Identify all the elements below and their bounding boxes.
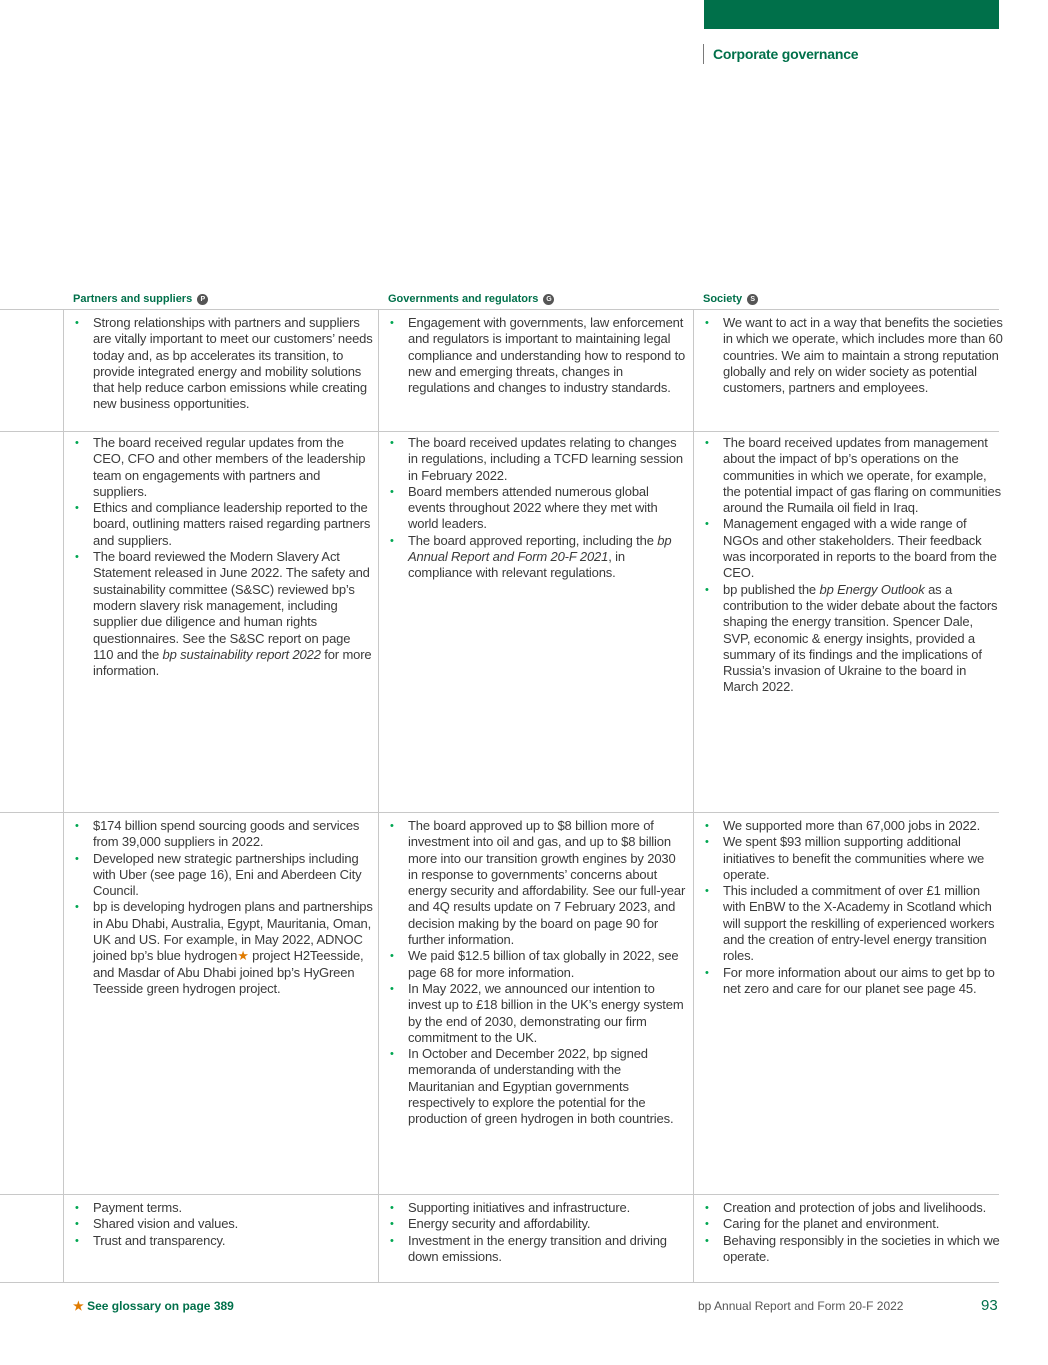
list-item: • Board members attended numerous global events throughout 2022 where they met with world leaders. xyxy=(388,484,688,533)
report-title: bp Annual Report and Form 20-F 2022 xyxy=(698,1299,904,1313)
list-item: • Engagement with governments, law enforcement and regulators is important to maintaining legal compliance and understanding how to respond to new and emerging threats, changes in regulations and changes to industry standards. xyxy=(388,315,688,396)
cell-partners-why xyxy=(73,315,373,413)
list-item: • Payment terms. xyxy=(73,1200,373,1216)
column-divider xyxy=(63,309,64,1283)
cell-governments-why xyxy=(388,315,688,396)
list-item: • The board approved reporting, including the bp Annual Report and Form 20-F 2021, in compliance with relevant regulations. xyxy=(388,533,688,582)
cell-society-why xyxy=(703,315,1003,396)
cell-society-outcomes xyxy=(703,818,1003,997)
list-item: • For more information about our aims to get bp to net zero and care for our planet see page 45. xyxy=(703,965,1003,998)
page-number: 93 xyxy=(981,1297,998,1314)
list-item: • Creation and protection of jobs and livelihoods. xyxy=(703,1200,1003,1216)
list-item: • bp is developing hydrogen plans and partnerships in Abu Dhabi, Australia, Egypt, Mauritania, Oman, UK and US. For example, in May 2022, ADNOC joined bp’s blue hydrogen★ project H2Teesside, and Masdar of Abu Dhabi joined bp’s HyGreen Teesside green hydrogen project. xyxy=(73,899,373,997)
list-item: • In May 2022, we announced our intention to invest up to £18 billion in the UK’s energy system by the end of 2030, demonstrating our firm commitment to the UK. xyxy=(388,981,688,1046)
cell-governments-outcomes xyxy=(388,818,688,1128)
list-item: • The board received regular updates from the CEO, CFO and other members of the leadership team on engagements with partners and suppliers. xyxy=(73,435,373,500)
cell-society-issues xyxy=(703,1200,1003,1265)
list-item: • Energy security and affordability. xyxy=(388,1216,688,1232)
governments-badge-icon: G xyxy=(543,294,554,305)
list-item: • We supported more than 67,000 jobs in 2022. xyxy=(703,818,1003,834)
cell-partners-outcomes xyxy=(73,818,373,997)
list-item: • Caring for the planet and environment. xyxy=(703,1216,1003,1232)
row-divider xyxy=(0,1282,999,1283)
column-header-governments xyxy=(388,293,554,305)
cell-governments-issues xyxy=(388,1200,688,1265)
list-item: • Investment in the energy transition and driving down emissions. xyxy=(388,1233,688,1266)
society-badge-icon: S xyxy=(747,294,758,305)
list-item: • We want to act in a way that benefits the societies in which we operate, which includes more than 60 countries. We aim to maintain a strong reputation globally and rely on wider society as potential customers, partners and employees. xyxy=(703,315,1003,396)
list-item: • Trust and transparency. xyxy=(73,1233,373,1249)
column-title: Society xyxy=(703,293,743,305)
header-accent-bar xyxy=(704,0,999,29)
list-item: • The board approved up to $8 billion more of investment into oil and gas, and up to $8 billion more into our transition growth engines by 2030 in response to governments’ concerns about energy security and affordability. See our full-year and 4Q results update on 7 February 2023, and decision making by the board on page 90 for further information. xyxy=(388,818,688,948)
row-divider xyxy=(0,812,999,813)
section-title: Corporate governance xyxy=(713,46,859,62)
row-divider xyxy=(0,1194,999,1195)
glossary-note: ★ See glossary on page 389 xyxy=(73,1299,234,1313)
column-header-partners xyxy=(73,293,208,305)
list-item: • Supporting initiatives and infrastructure. xyxy=(388,1200,688,1216)
list-item: • Behaving responsibly in the societies in which we operate. xyxy=(703,1233,1003,1266)
column-divider xyxy=(693,309,694,1283)
list-item: • Ethics and compliance leadership reported to the board, outlining matters raised regarding partners and suppliers. xyxy=(73,500,373,549)
row-divider xyxy=(0,309,999,310)
list-item: • Strong relationships with partners and suppliers are vitally important to meet our customers’ needs today and, as bp accelerates its transition, to provide integrated energy and mobility solutions that help reduce carbon emissions while creating new business opportunities. xyxy=(73,315,373,413)
cell-society-board xyxy=(703,435,1003,696)
column-divider xyxy=(378,309,379,1283)
column-title: Partners and suppliers xyxy=(73,293,193,305)
section-divider xyxy=(703,44,704,64)
list-item: • Developed new strategic partnerships including with Uber (see page 16), Eni and Aberdeen City Council. xyxy=(73,851,373,900)
list-item: • The board received updates relating to changes in regulations, including a TCFD learning session in February 2022. xyxy=(388,435,688,484)
list-item: • bp published the bp Energy Outlook as a contribution to the wider debate about the factors shaping the energy transition. Spencer Dale, SVP, economic & energy insights, provided a summary of its findings and the implications of Russia’s invasion of Ukraine to the board in March 2022. xyxy=(703,582,1003,696)
list-item: • Shared vision and values. xyxy=(73,1216,373,1232)
row-divider xyxy=(0,431,999,432)
cell-partners-issues xyxy=(73,1200,373,1249)
list-item: • Management engaged with a wide range of NGOs and other stakeholders. Their feedback was incorporated in reports to the board from the CEO. xyxy=(703,516,1003,581)
column-header-society xyxy=(703,293,758,305)
cell-governments-board xyxy=(388,435,688,582)
partners-badge-icon: P xyxy=(197,294,208,305)
column-title: Governments and regulators xyxy=(388,293,539,305)
list-item: • We paid $12.5 billion of tax globally in 2022, see page 68 for more information. xyxy=(388,948,688,981)
list-item: • This included a commitment of over £1 million with EnBW to the X-Academy in Scotland which will support the reskilling of experienced workers and the creation of entry-level energy transition roles. xyxy=(703,883,1003,964)
list-item: • The board reviewed the Modern Slavery Act Statement released in June 2022. The safety and sustainability committee (S&SC) reviewed bp’s modern slavery risk management, including supplier due diligence and human rights questionnaires. See the S&SC report on page 110 and the bp sustainability report 2022 for more information. xyxy=(73,549,373,679)
list-item: • We spent $93 million supporting additional initiatives to benefit the communities where we operate. xyxy=(703,834,1003,883)
list-item: • In October and December 2022, bp signed memoranda of understanding with the Mauritanian and Egyptian governments respectively to explore the potential for the production of green hydrogen in both countries. xyxy=(388,1046,688,1127)
list-item: • The board received updates from management about the impact of bp’s operations on the communities in which we operate, for example, the potential impact of gas flaring on communities around the Rumaila oil field in Iraq. xyxy=(703,435,1003,516)
cell-partners-board xyxy=(73,435,373,679)
list-item: • $174 billion spend sourcing goods and services from 39,000 suppliers in 2022. xyxy=(73,818,373,851)
